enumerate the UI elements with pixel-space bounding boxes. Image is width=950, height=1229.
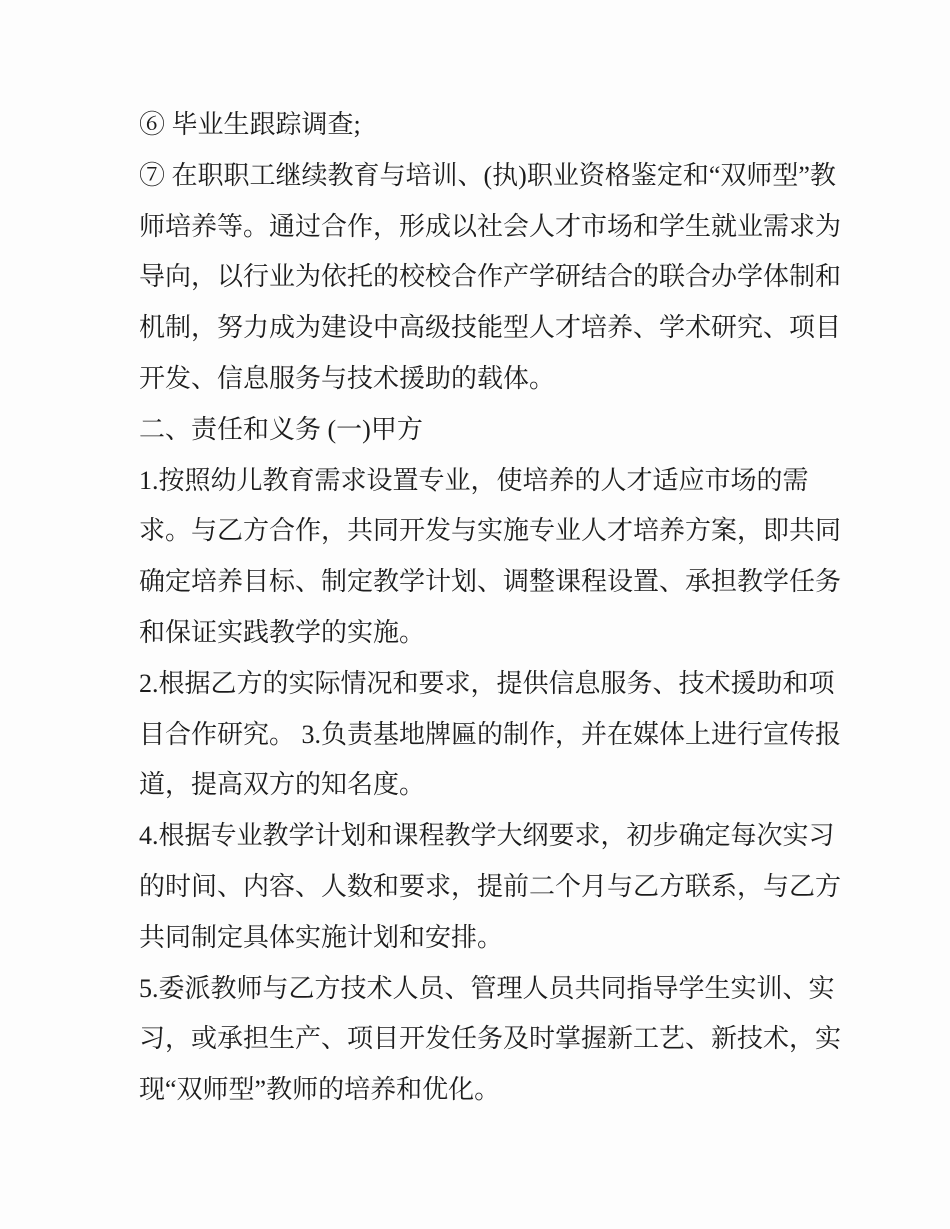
text-line: 5.委派教师与乙方技术人员、管理人员共同指导学生实训、实	[139, 973, 835, 1003]
text-line: 导向，以行业为依托的校校合作产学研结合的联合办学体制和	[139, 262, 842, 292]
text-line: 现“双师型”教师的培养和优化。	[139, 1075, 501, 1105]
text-line: 和保证实践教学的实施。	[139, 617, 426, 647]
text-line: 目合作研究。 3.负责基地牌匾的制作，并在媒体上进行宣传报	[139, 719, 842, 749]
text-line: 共同制定具体实施计划和安排。	[139, 922, 504, 952]
text-line: 1.按照幼儿教育需求设置专业，使培养的人才适应市场的需	[139, 465, 809, 495]
text-line: 的时间、内容、人数和要求，提前二个月与乙方联系，与乙方	[139, 871, 842, 901]
text-line: 4.根据专业教学计划和课程教学大纲要求，初步确定每次实习	[139, 821, 835, 851]
text-line: 二、责任和义务 (一)甲方	[139, 414, 423, 444]
document-body	[139, 100, 849, 1116]
text-line: 2.根据乙方的实际情况和要求，提供信息服务、技术援助和项	[139, 668, 835, 698]
text-line: 师培养等。通过合作，形成以社会人才市场和学生就业需求为	[139, 211, 842, 241]
text-line: ⑦ 在职职工继续教育与培训、(执)职业资格鉴定和“双师型”教	[139, 160, 836, 190]
text-line: 开发、信息服务与技术援助的载体。	[139, 363, 556, 393]
text-line: 求。与乙方合作，共同开发与实施专业人才培养方案，即共同	[139, 516, 842, 546]
text-line: 道，提高双方的知名度。	[139, 770, 426, 800]
text-line: ⑥ 毕业生跟踪调查;	[139, 110, 361, 139]
text-line: 确定培养目标、制定教学计划、调整课程设置、承担教学任务	[139, 567, 842, 597]
text-line: 机制，努力成为建设中高级技能型人才培养、学术研究、项目	[139, 313, 842, 343]
text-line: 习，或承担生产、项目开发任务及时掌握新工艺、新技术，实	[139, 1024, 842, 1054]
